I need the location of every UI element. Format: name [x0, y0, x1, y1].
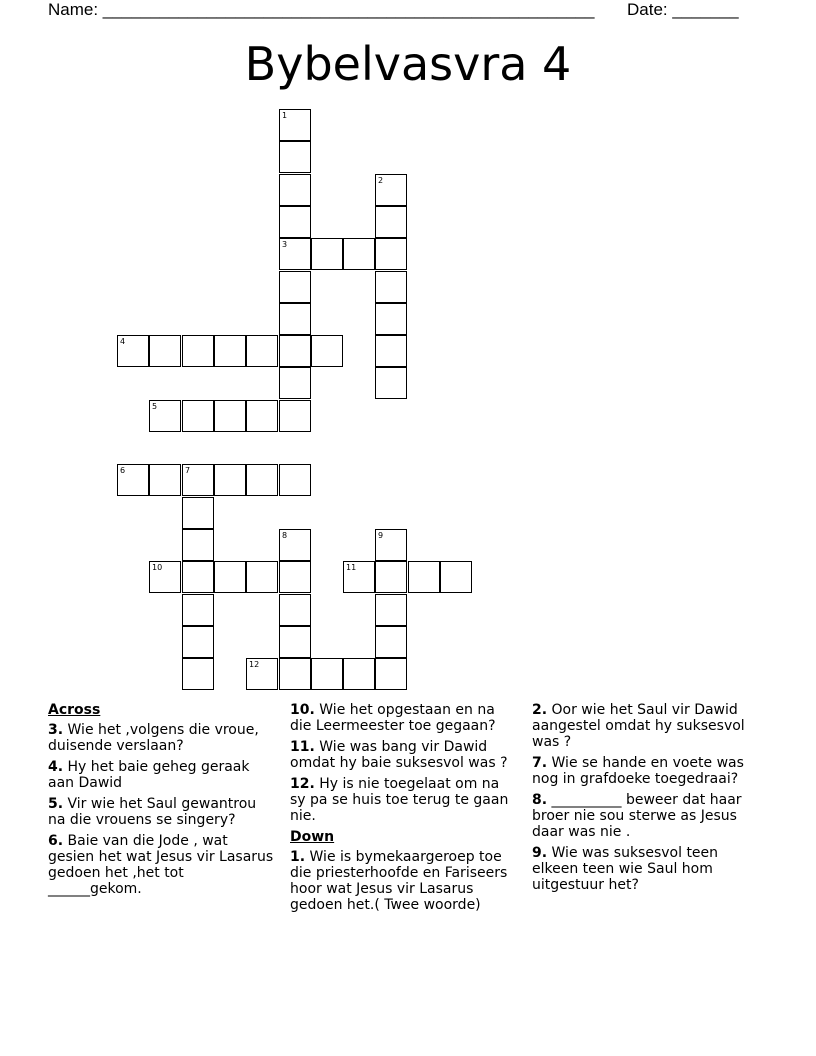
grid-cell[interactable] — [375, 303, 407, 335]
clue-number: 5. — [48, 796, 64, 812]
grid-cell[interactable] — [375, 335, 407, 367]
clue-item — [48, 759, 274, 791]
clue-text: Wie was suksesvol teen elkeen teen wie Saul hom uitgestuur het? — [532, 845, 719, 893]
grid-cell[interactable] — [214, 561, 246, 593]
grid-cell[interactable] — [214, 464, 246, 496]
grid-cell[interactable] — [440, 561, 472, 593]
cell-number: 12 — [249, 660, 260, 669]
down-clue-list — [290, 849, 518, 913]
grid-cell[interactable] — [279, 464, 311, 496]
grid-cell[interactable] — [375, 529, 407, 561]
grid-cell[interactable] — [149, 335, 181, 367]
clue-item — [290, 776, 518, 824]
clue-text: Hy het baie geheg geraak aan Dawid — [48, 759, 250, 791]
cell-number: 6 — [120, 466, 126, 475]
across-clue-list — [48, 722, 274, 897]
grid-cell[interactable] — [149, 400, 181, 432]
down-heading: Down — [290, 829, 335, 845]
clue-number: 2. — [532, 702, 548, 718]
cell-number: 1 — [282, 111, 288, 120]
clue-number: 9. — [532, 845, 548, 861]
clue-number: 1. — [290, 849, 306, 865]
grid-cell[interactable] — [117, 464, 149, 496]
clues-column-2 — [290, 702, 518, 918]
clue-number: 10. — [290, 702, 315, 718]
clue-item — [532, 792, 760, 840]
grid-cell[interactable] — [117, 335, 149, 367]
grid-cell[interactable] — [279, 271, 311, 303]
clue-text: Baie van die Jode , wat gesien het wat Jesus vir Lasarus gedoen het ,het tot ______gekom. — [48, 833, 274, 897]
grid-cell[interactable] — [343, 561, 375, 593]
clue-item — [532, 755, 760, 787]
grid-cell[interactable] — [246, 400, 278, 432]
grid-cell[interactable] — [246, 561, 278, 593]
clue-text: Oor wie het Saul vir Dawid aangestel omdat hy suksesvol was ? — [532, 702, 745, 750]
grid-cell[interactable] — [149, 464, 181, 496]
grid-cell[interactable] — [279, 335, 311, 367]
grid-cell[interactable] — [182, 594, 214, 626]
grid-cell[interactable] — [343, 658, 375, 690]
cell-number: 10 — [152, 563, 163, 572]
clue-number: 12. — [290, 776, 315, 792]
cell-number: 5 — [152, 402, 158, 411]
grid-cell[interactable] — [279, 141, 311, 173]
grid-cell[interactable] — [279, 174, 311, 206]
clue-number: 7. — [532, 755, 548, 771]
cell-number: 11 — [346, 563, 357, 572]
grid-cell[interactable] — [375, 174, 407, 206]
clue-text: Wie was bang vir Dawid omdat hy baie suksesvol was ? — [290, 739, 508, 771]
grid-cell[interactable] — [279, 594, 311, 626]
grid-cell[interactable] — [279, 206, 311, 238]
clue-text: Wie se hande en voete was nog in grafdoeke toegedraai? — [532, 755, 744, 787]
clue-item — [290, 702, 518, 734]
grid-cell[interactable] — [408, 561, 440, 593]
cell-number: 9 — [378, 531, 384, 540]
grid-cell[interactable] — [182, 335, 214, 367]
clue-item — [532, 845, 760, 893]
cell-number: 4 — [120, 337, 126, 346]
clue-number: 3. — [48, 722, 64, 738]
clues-column-3 — [532, 702, 760, 898]
clue-text: Wie het opgestaan en na die Leermeester toe gegaan? — [290, 702, 496, 734]
grid-cell[interactable] — [279, 400, 311, 432]
grid-cell[interactable] — [375, 367, 407, 399]
grid-cell[interactable] — [343, 238, 375, 270]
grid-cell[interactable] — [311, 238, 343, 270]
clue-item — [532, 702, 760, 750]
grid-cell[interactable] — [279, 529, 311, 561]
clue-item — [290, 739, 518, 771]
grid-cell[interactable] — [279, 303, 311, 335]
grid-cell[interactable] — [246, 658, 278, 690]
grid-cell[interactable] — [375, 271, 407, 303]
across-heading: Across — [48, 702, 101, 718]
clue-text: Hy is nie toegelaat om na sy pa se huis toe terug te gaan nie. — [290, 776, 509, 824]
grid-cell[interactable] — [246, 335, 278, 367]
clue-item — [48, 722, 274, 754]
grid-cell[interactable] — [375, 206, 407, 238]
across-clue-list-continued — [290, 702, 518, 824]
cell-number: 8 — [282, 531, 288, 540]
grid-cell[interactable] — [182, 626, 214, 658]
down-clue-list-continued — [532, 702, 760, 893]
clue-item — [48, 833, 274, 897]
grid-cell[interactable] — [375, 561, 407, 593]
grid-cell[interactable] — [246, 464, 278, 496]
grid-cell[interactable] — [149, 561, 181, 593]
clues-column-1 — [48, 702, 274, 902]
clue-number: 6. — [48, 833, 64, 849]
clue-number: 8. — [532, 792, 548, 808]
grid-cell[interactable] — [279, 561, 311, 593]
grid-cell[interactable] — [375, 594, 407, 626]
cell-number: 2 — [378, 176, 384, 185]
grid-cell[interactable] — [311, 658, 343, 690]
clue-item — [290, 849, 518, 913]
clue-text: Wie is bymekaargeroep toe die priesterhoofde en Fariseers hoor wat Jesus vir Lasarus gedoen het.( Twee woorde) — [290, 849, 508, 913]
clue-number: 4. — [48, 759, 64, 775]
grid-cell[interactable] — [375, 238, 407, 270]
cell-number: 7 — [185, 466, 191, 475]
grid-cell[interactable] — [214, 335, 246, 367]
grid-cell[interactable] — [214, 400, 246, 432]
clue-number: 11. — [290, 739, 315, 755]
cell-number: 3 — [282, 240, 288, 249]
clue-text: __________ beweer dat haar broer nie sou sterwe as Jesus daar was nie . — [532, 792, 742, 840]
grid-cell[interactable] — [182, 529, 214, 561]
grid-cell[interactable] — [279, 658, 311, 690]
grid-cell[interactable] — [279, 626, 311, 658]
grid-cell[interactable] — [279, 367, 311, 399]
grid-cell[interactable] — [182, 464, 214, 496]
page-title: Bybelvasvra 4 — [244, 37, 572, 91]
clue-text: Wie het ,volgens die vroue, duisende verslaan? — [48, 722, 259, 754]
grid-cell[interactable] — [375, 658, 407, 690]
grid-cell[interactable] — [182, 658, 214, 690]
name-field-label: Name: ____________________________________________________ — [48, 0, 595, 19]
grid-cell[interactable] — [182, 400, 214, 432]
grid-cell[interactable] — [279, 109, 311, 141]
grid-cell[interactable] — [375, 626, 407, 658]
clue-text: Vir wie het Saul gewantrou na die vrouens se singery? — [48, 796, 257, 828]
clue-item — [48, 796, 274, 828]
grid-cell[interactable] — [182, 561, 214, 593]
grid-cell[interactable] — [279, 238, 311, 270]
date-field-label: Date: _______ — [627, 0, 739, 19]
grid-cell[interactable] — [311, 335, 343, 367]
grid-cell[interactable] — [182, 497, 214, 529]
